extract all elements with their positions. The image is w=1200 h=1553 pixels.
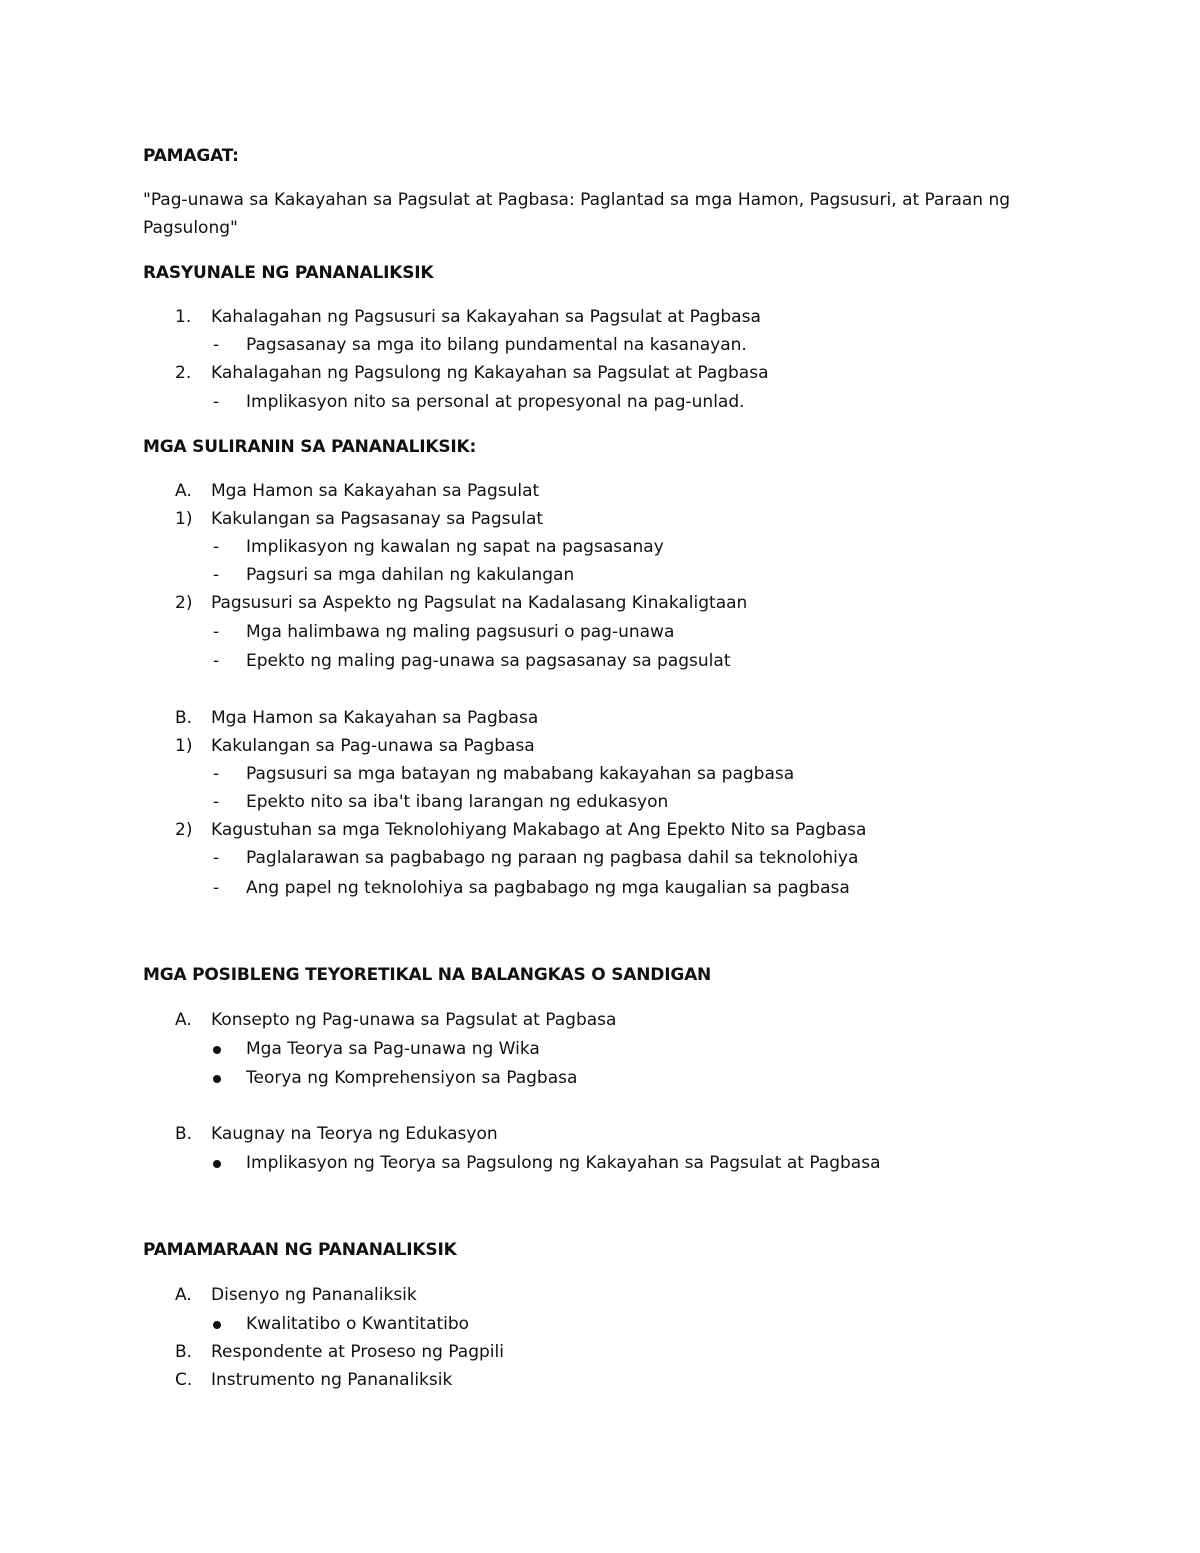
section-title: Disenyo ng Pananaliksik [211,1285,417,1305]
bullet-item: Implikasyon ng Teorya sa Pagsulong ng Kakayahan sa Pagsulat at Pagbasa [246,1153,881,1173]
list-marker: 2) [175,593,193,613]
list-item: Kakulangan sa Pagsasanay sa Pagsulat [211,509,544,529]
problems-heading: MGA SULIRANIN SA PANANALIKSIK: [143,437,477,457]
list-item: Pagsusuri sa Aspekto ng Pagsulat na Kadalasang Kinakaligtaan [211,593,748,613]
title-heading: PAMAGAT: [143,146,239,166]
dash-marker: - [213,792,220,812]
list-item: Kahalagahan ng Pagsusuri sa Kakayahan sa Pagsulat at Pagbasa [211,307,761,327]
dash-marker: - [213,878,220,898]
list-marker: 1) [175,736,193,756]
sub-list-item: Implikasyon nito sa personal at propesyonal na pag-unlad. [246,392,745,412]
section-title: Instrumento ng Pananaliksik [211,1370,453,1390]
sub-list-item: Paglalarawan sa pagbabago ng paraan ng pagbasa dahil sa teknolohiya [246,848,859,868]
bullet-icon [213,1046,221,1054]
list-marker: 1) [175,509,193,529]
section-marker: A. [175,481,192,501]
sub-list-item: Ang papel ng teknolohiya sa pagbabago ng mga kaugalian sa pagbasa [246,878,850,898]
section-title: Mga Hamon sa Kakayahan sa Pagbasa [211,708,539,728]
list-item: Kakulangan sa Pag-unawa sa Pagbasa [211,736,535,756]
dash-marker: - [213,764,220,784]
bullet-icon [213,1075,221,1083]
list-item: Kagustuhan sa mga Teknolohiyang Makabago at Ang Epekto Nito sa Pagbasa [211,820,867,840]
section-title: Mga Hamon sa Kakayahan sa Pagsulat [211,481,540,501]
section-title: Konsepto ng Pag-unawa sa Pagsulat at Pagbasa [211,1010,617,1030]
sub-list-item: Epekto ng maling pag-unawa sa pagsasanay sa pagsulat [246,651,731,671]
dash-marker: - [213,565,220,585]
section-title: Kaugnay na Teorya ng Edukasyon [211,1124,498,1144]
dash-marker: - [213,335,220,355]
list-marker: 1. [175,307,192,327]
section-marker: B. [175,1124,193,1144]
sub-list-item: Epekto nito sa iba't ibang larangan ng edukasyon [246,792,669,812]
dash-marker: - [213,392,220,412]
title-text-line2: Pagsulong" [143,218,238,238]
title-text-line1: "Pag-unawa sa Kakayahan sa Pagsulat at Pagbasa: Paglantad sa mga Hamon, Pagsusuri, at Paraan ng [143,190,1011,210]
dash-marker: - [213,651,220,671]
theory-heading: MGA POSIBLENG TEYORETIKAL NA BALANGKAS O SANDIGAN [143,965,712,985]
bullet-item: Teorya ng Komprehensiyon sa Pagbasa [246,1068,578,1088]
section-marker: C. [175,1370,193,1390]
sub-list-item: Pagsusuri sa mga batayan ng mababang kakayahan sa pagbasa [246,764,795,784]
section-marker: B. [175,708,193,728]
section-title: Respondente at Proseso ng Pagpili [211,1342,504,1362]
list-item: Kahalagahan ng Pagsulong ng Kakayahan sa Pagsulat at Pagbasa [211,363,769,383]
dash-marker: - [213,622,220,642]
dash-marker: - [213,848,220,868]
list-marker: 2) [175,820,193,840]
method-heading: PAMAMARAAN NG PANANALIKSIK [143,1240,457,1260]
section-marker: B. [175,1342,193,1362]
rationale-heading: RASYUNALE NG PANANALIKSIK [143,263,434,283]
section-marker: A. [175,1285,192,1305]
sub-list-item: Pagsasanay sa mga ito bilang pundamental na kasanayan. [246,335,747,355]
dash-marker: - [213,537,220,557]
bullet-icon [213,1321,221,1329]
sub-list-item: Mga halimbawa ng maling pagsusuri o pag-unawa [246,622,675,642]
sub-list-item: Pagsuri sa mga dahilan ng kakulangan [246,565,575,585]
bullet-item: Kwalitatibo o Kwantitatibo [246,1314,470,1334]
bullet-icon [213,1160,221,1168]
sub-list-item: Implikasyon ng kawalan ng sapat na pagsasanay [246,537,664,557]
section-marker: A. [175,1010,192,1030]
bullet-item: Mga Teorya sa Pag-unawa ng Wika [246,1039,540,1059]
list-marker: 2. [175,363,192,383]
